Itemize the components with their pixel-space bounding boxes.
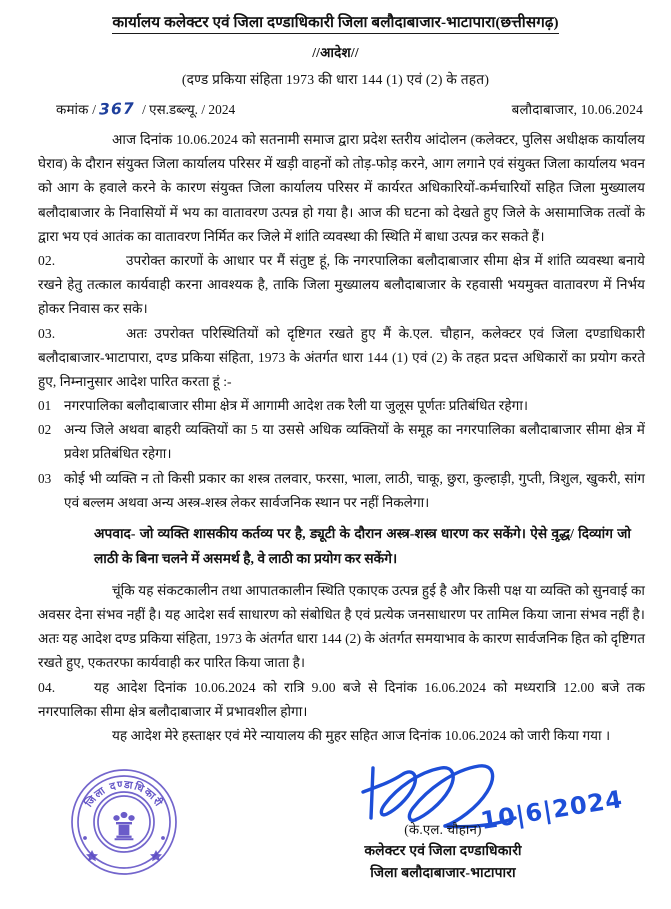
order-clause <box>38 467 645 515</box>
paragraph-2 <box>38 249 645 322</box>
clause-text: नगरपालिका बलौदाबाजार सीमा क्षेत्र में आगामी आदेश तक रैली या जुलूस पूर्णतः प्रतिबंधित रहेगा। <box>64 398 529 414</box>
signatory-designation-line-2: जिला बलौदाबाजार-भाटापारा <box>370 866 516 882</box>
clause-number: 02 <box>38 422 52 438</box>
paragraph-3-number: 03. <box>38 325 56 341</box>
paragraph-2-text: उपरोक्त कारणों के आधार पर मैं संतुष्ट हूं, कि नगरपालिका बलौदाबाजार सीमा क्षेत्र में शांति व्यवस्था बनाये रखने हेतु तत्काल कार्यवाही करना आवश्यक है, ताकि जिला मुख्यालय बलौदाबाजार के रहवासी भयमुक्त वातावरण में निर्भय होकर निवास कर सके। <box>38 252 645 317</box>
signatory-name: (के.एल. चौहान) <box>404 822 482 838</box>
exception-text-2: / दिव्यांग जो लाठी के बिना चलने में असमर्थ है, वे लाठी का प्रयोग कर सकेंगे। <box>94 526 631 566</box>
document-header <box>0 0 671 89</box>
clause-number: 03 <box>38 470 52 486</box>
svg-text:जिला दण्डाधिकारी: जिला दण्डाधिकारी <box>83 779 165 810</box>
order-heading: //आदेश// <box>312 45 359 60</box>
exception-underlined-word: वृद्ध <box>551 526 571 541</box>
kramank-label: कमांक / <box>56 102 97 117</box>
closing-block <box>38 579 645 748</box>
official-seal-stamp <box>68 766 180 878</box>
act-reference-line: (दण्ड प्रकिया संहिता 1973 की धारा 144 (1) एवं (2) के तहत) <box>181 72 490 87</box>
clause-number: 01 <box>38 398 52 414</box>
paragraph-4-text: यह आदेश दिनांक 10.06.2024 को रात्रि 9.00 बजे से दिनांक 16.06.2024 को मध्यरात्रि 12.00 बजे तक नगरपालिका सीमा क्षेत्र बलौदाबाजार में प्रभावशील होगा। <box>38 679 645 719</box>
handwritten-signature-date: 10|6|2024 <box>478 785 625 836</box>
order-clause <box>38 418 645 466</box>
clause-text: अन्य जिले अथवा बाहरी व्यक्तियों का 5 या उससे अधिक व्यक्तियों के समूह का नगरपालिका बलौदाबाजार सीमा क्षेत्र में प्रवेश प्रतिबंधित रहेगा। <box>64 422 645 462</box>
exception-text-1: जो व्यक्ति शासकीय कर्तव्य पर है, ड्यूटी के दौरान अस्त्र-शस्त्र धारण कर सकेंगे। ऐसे <box>135 526 552 541</box>
signature-area <box>38 754 645 886</box>
exception-paragraph <box>38 522 645 572</box>
office-title: कार्यालय कलेक्टर एवं जिला दण्डाधिकारी जिला बलौदाबाजार-भाटापारा(छत्तीसगढ़) <box>112 13 558 34</box>
paragraph-3 <box>38 322 645 395</box>
signature-block <box>293 754 593 882</box>
paragraph-final: यह आदेश मेरे हस्ताक्षर एवं मेरे न्यायालय की मुहर सहित आज दिनांक 10.06.2024 को जारी किया गया । <box>112 728 611 743</box>
signatory-designation-line-1: कलेक्टर एवं जिला दण्डाधिकारी <box>364 844 522 860</box>
paragraph-since: चूंकि यह संकटकालीन तथा आपातकालीन स्थिति एकाएक उत्पन्न हुई है और किसी पक्ष या व्यक्ति को सुनवाई का अवसर देना संभव नहीं है। यह आदेश सर्व साधारण को संबोधित है एवं प्रत्येक जनसाधारण पर तामिल किया जाना संभव नहीं है। अतः यह आदेश दण्ड प्रकिया संहिता, 1973 के अंतर्गत धारा 144 (2) के अंतर्गत समयाभाव के कारण सार्वजनिक हित को दृष्टिगत रखते हुए, एकतरफा कार्यवाही कर पारित किया जाता है। <box>38 582 645 671</box>
paragraph-2-number: 02. <box>38 252 56 268</box>
place-and-date: बलौदाबाजार, 10.06.2024 <box>511 102 643 117</box>
reference-number-group <box>56 100 235 118</box>
clause-text: कोई भी व्यक्ति न तो किसी प्रकार का शस्त्र तलवार, फरसा, भाला, लाठी, चाकू, छुरा, कुल्हाड़ी, गुप्ती, त्रिशुल, खुकरी, सांग एवं बल्लम अथवा अन्य अस्त्र-शस्त्र लेकर सार्वजनिक स्थान पर नहीं निकलेगा। <box>64 470 645 510</box>
paragraph-4-number: 04. <box>38 679 56 695</box>
paragraph-1: आज दिनांक 10.06.2024 को सतनामी समाज द्वारा प्रदेश स्तरीय आंदोलन (कलेक्टर, पुलिस अधीक्षक कार्यालय घेराव) के दौरान संयुक्त जिला कार्यालय परिसर में खड़ी वाहनों को तोड़-फोड़ करने, आग लगाने एवं संयुक्त जिला कार्यालय भवन को आग के हवाले करने के कारण संयुक्त जिला कार्यालय परिसर में कार्यरत अधिकारियों-कर्मचारियों सहित जिला मुख्यालय बलौदाबाजार के निवासियों में भय का वातावरण उत्पन्न हो गया है। आज की घटना को देखते हुए जिले के असामाजिक तत्वों के द्वारा भय एवं आतंक का वातावरण निर्मित कर जिले में शांति व्यवस्था की स्थिति में बाधा उत्पन्न कर सकते हैं। <box>38 132 645 244</box>
reference-row <box>0 100 671 118</box>
paragraph-4 <box>38 676 645 724</box>
exception-label: अपवाद- <box>94 526 136 541</box>
handwritten-order-number: 367 <box>98 99 136 119</box>
document-body <box>0 128 671 886</box>
order-clause-list <box>38 394 645 515</box>
paragraph-3-text: अतः उपरोक्त परिस्थितियों को दृष्टिगत रखते हुए मैं के.एल. चौहान, कलेक्टर एवं जिला दण्डाधिकारी बलौदाबाजार-भाटापारा, दण्ड प्रकिया संहिता, 1973 के अंतर्गत धारा 144 (1) एवं (2) के तहत प्रदत्त अधिकारों का प्रयोग करते हुए, निम्नानुसार आदेश पारित करता हूं :- <box>38 325 645 389</box>
series-label: / एस.डब्ल्यू. / 2024 <box>142 102 236 117</box>
order-clause <box>38 394 645 418</box>
